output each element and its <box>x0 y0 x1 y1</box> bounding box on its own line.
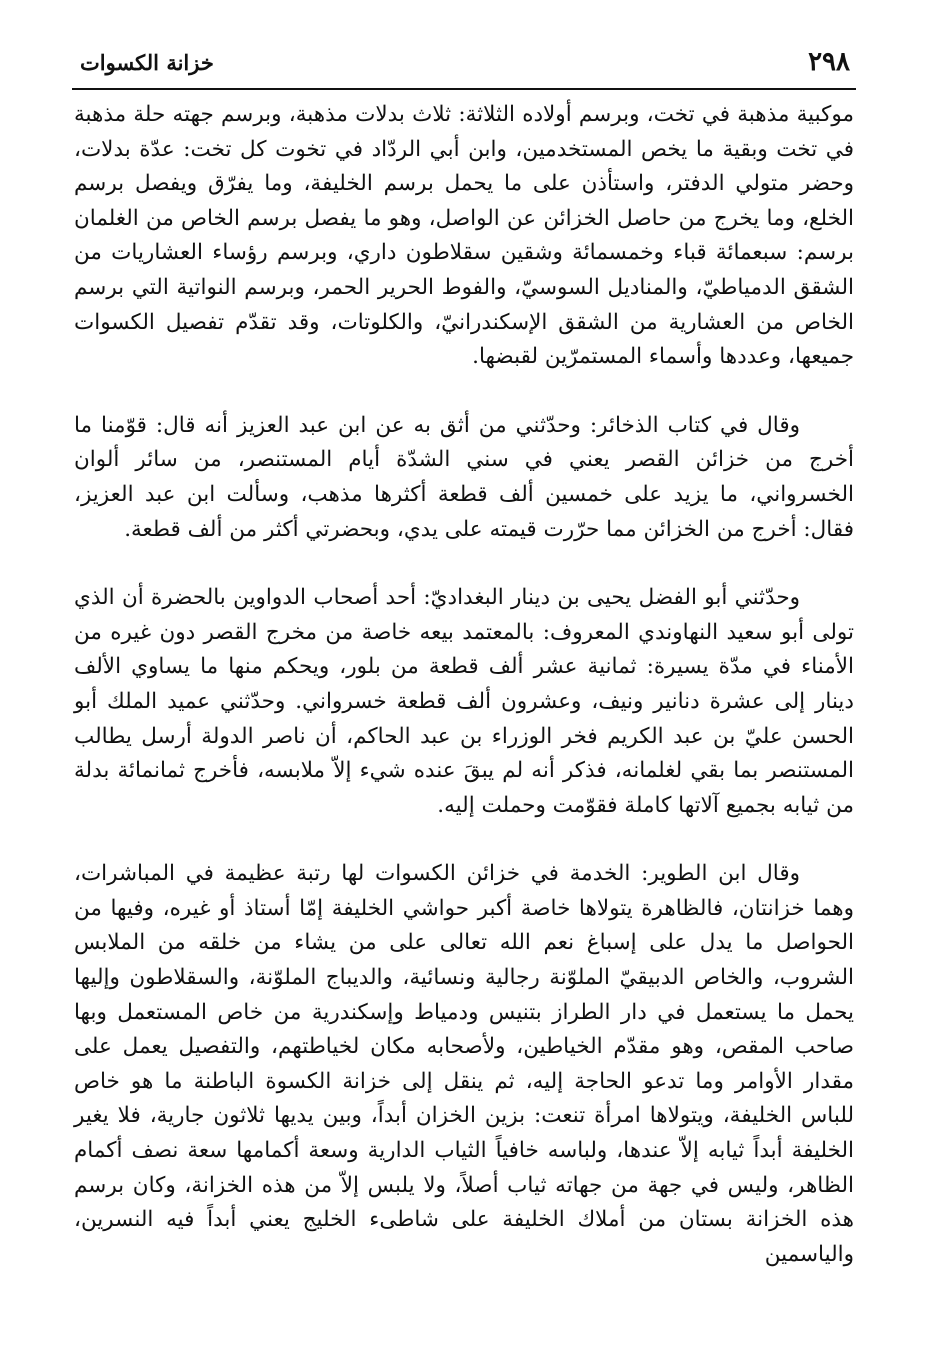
body-text <box>74 98 854 1272</box>
paragraph-4: وقال ابن الطوير: الخدمة في خزائن الكسوات لها رتبة عظيمة في المباشرات، وهما خزانتان، فالظاهرة يتولاها خاصة أكبر حواشي الخليفة إمّا أستاذ أو غيره، وفيها من الحواصل ما يدل على إسباغ نعم الله تعالى على من يشاء من خلقه من الملابس الشروب، والخاص الدبيقيّ الملوّنة رجالية ونسائية، والديباج الملوّنة، والسقلاطون وإليها يحمل ما يستعمل في دار الطراز بتنيس ودمياط وإسكندرية من خاص المستعمل وبها صاحب المقص، وهو مقدّم الخياطين، ولأصحابه مكان لخياطتهم، والتفصيل يعمل على مقدار الأوامر وما تدعو الحاجة إليه، ثم ينقل إلى خزانة الكسوة الباطنة ما هو خاص للباس الخليفة، ويتولاها امرأة تنعت: بزين الخزان أبداً، وبين يديها ثلاثون جارية، فلا يغير الخليفة أبداً ثيابه إلاّ عندها، ولباسه خافياً الثياب الدارية وسعة أكمامها سعة نصف أكمام الظاهر، وليس في جهة من جهاته ثياب أصلاً، ولا يلبس إلاّ من هذه الخزانة، وكان برسم هذه الخزانة بستان من أملاك الخليفة على شاطىء الخليج يعني أبداً فيه النسرين، والياسمين <box>74 861 854 1267</box>
page-number: ٢٩٨ <box>808 47 850 77</box>
paragraph-2: وقال في كتاب الذخائر: وحدّثني من أثق به عن ابن عبد العزيز أنه قال: قوّمنا ما أخرج من خزائن القصر يعني في سني الشدّة أيام المستنصر، من سائر ألوان الخسرواني، ما يزيد على خمسين ألف قطعة أكثرها مذهب، وسألت ابن عبد العزيز، فقال: أخرج من الخزائن مما حرّرت قيمته على يدي، وبحضرتي أكثر من ألف قطعة. <box>74 412 854 542</box>
page-header <box>80 44 850 84</box>
running-title: خزانة الكسوات <box>80 50 214 75</box>
paragraph-3: وحدّثني أبو الفضل يحيى بن دينار البغداديّ: أحد أصحاب الدواوين بالحضرة أن الذي تولى أبو سعيد النهاوندي المعروف: بالمعتمد بيعه خاصة من مخرج القصر دون غيره من الأمناء في مدّة يسيرة: ثمانية عشر ألف قطعة من بلور، ويحكم منها ما يساوي الألف دينار إلى عشرة دنانير ونيف، وعشرون ألف قطعة خسرواني. وحدّثني عميد الملك أبو الحسن عليّ بن عبد الكريم فخر الوزراء بن عبد الحاكم، أن ناصر الدولة أرسل يطالب المستنصر بما بقي لغلمانه، فذكر أنه لم يبقَ عنده شيء إلاّ ملابسه، فأخرج ثمانمائة بدلة من ثيابه بجميع آلاتها كاملة فقوّمت وحملت إليه. <box>74 585 854 818</box>
paragraph-1: موكبية مذهبة في تخت، وبرسم أولاده الثلاثة: ثلاث بدلات مذهبة، وبرسم جهته حلة مذهبة في تخت وبقية ما يخص المستخدمين، وابن أبي الردّاد في تخوت كل تخت: عدّة بدلات، وحضر متولي الدفتر، واستأذن على ما يحمل برسم الخليفة، وما يفرّق ويفصل برسم الخلع، وما يخرج من حاصل الخزائن عن الواصل، وهو ما يفصل برسم الخاص من الغلمان برسم: سبعمائة قباء وخمسمائة وشقين سقلاطون داري، وبرسم رؤساء العشاريات من الشقق الدمياطيّ، والمناديل السوسيّ، والفوط الحرير الحمر، وبرسم النواتية التي برسم الخاص من العشارية من الشقق الإسكندرانيّ، والكلوتات، وقد تقدّم تفصيل الكسوات جميعها، وعددها وأسماء المستمرّين لقبضها. <box>74 102 854 370</box>
header-divider <box>72 88 856 90</box>
